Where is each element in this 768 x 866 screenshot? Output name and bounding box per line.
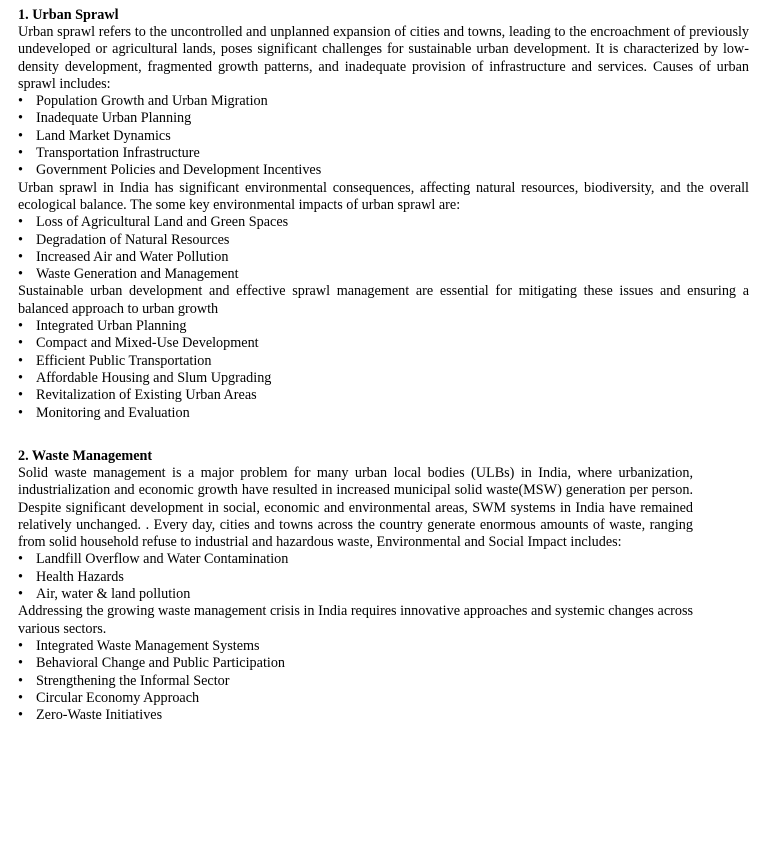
section-waste-management xyxy=(18,447,693,724)
bullet-icon: • xyxy=(18,655,23,672)
bullet-icon: • xyxy=(18,404,23,421)
bullet-icon: • xyxy=(18,93,23,110)
list-item: • Integrated Waste Management Systems xyxy=(18,637,260,654)
bullet-icon: • xyxy=(18,637,23,654)
bullet-icon: • xyxy=(18,231,23,248)
bullet-icon: • xyxy=(18,369,23,386)
bullet-icon: • xyxy=(18,248,23,265)
bullet-icon: • xyxy=(18,214,23,231)
list-item: • Population Growth and Urban Migration xyxy=(18,93,268,110)
list-item: • Behavioral Change and Public Participation xyxy=(18,655,286,672)
section-urban-sprawl xyxy=(18,6,749,422)
bullet-icon: • xyxy=(18,145,23,162)
approaches-list xyxy=(18,638,693,724)
impacts-list xyxy=(18,214,749,283)
bullet-icon: • xyxy=(18,127,23,144)
list-item: • Circular Economy Approach xyxy=(18,689,200,706)
bullet-icon: • xyxy=(18,586,23,603)
bullet-icon: • xyxy=(18,110,23,127)
list-item: • Government Policies and Development Incentives xyxy=(18,162,322,179)
bullet-icon: • xyxy=(18,266,23,283)
section-heading: 1. Urban Sprawl xyxy=(18,7,119,23)
list-item: • Increased Air and Water Pollution xyxy=(18,248,229,265)
list-item: • Revitalization of Existing Urban Areas xyxy=(18,387,257,404)
impacts-list xyxy=(18,551,693,603)
bullet-icon: • xyxy=(18,387,23,404)
list-item: • Integrated Urban Planning xyxy=(18,318,187,335)
bullet-icon: • xyxy=(18,551,23,568)
section-heading: 2. Waste Management xyxy=(18,448,153,464)
bullet-icon: • xyxy=(18,568,23,585)
list-item: • Transportation Infrastructure xyxy=(18,145,200,162)
list-item: • Zero-Waste Initiatives xyxy=(18,707,163,724)
bullet-icon: • xyxy=(18,162,23,179)
bullet-icon: • xyxy=(18,672,23,689)
impacts-intro-paragraph: Urban sprawl in India has significant environmental consequences, affecting natural resources, biodiversity, and the overall ecological balance. The some key environmental impacts of urban sprawl are: xyxy=(18,179,749,213)
list-item: • Health Hazards xyxy=(18,568,124,585)
list-item: • Affordable Housing and Slum Upgrading xyxy=(18,369,272,386)
list-item: • Strengthening the Informal Sector xyxy=(18,672,230,689)
bullet-icon: • xyxy=(18,707,23,724)
bullet-icon: • xyxy=(18,318,23,335)
list-item: • Degradation of Natural Resources xyxy=(18,231,230,248)
bullet-icon: • xyxy=(18,335,23,352)
approach-intro-paragraph: Addressing the growing waste management crisis in India requires innovative approaches and systemic changes across various sectors. xyxy=(18,603,693,637)
list-item: • Land Market Dynamics xyxy=(18,127,171,144)
section-intro-paragraph: Solid waste management is a major problem for many urban local bodies (ULBs) in India, where urbanization, industrialization and economic growth have resulted in increased municipal solid waste(MSW) generation per person. Despite significant development in social, economic and environmental areas, SWM systems in India have remained relatively unchanged. . Every day, cities and towns across the country generate enormous amounts of waste, ranging from solid household refuse to industrial and hazardous waste, Environmental and Social Impact includes: xyxy=(18,465,693,551)
section-intro-paragraph: Urban sprawl refers to the uncontrolled and unplanned expansion of cities and towns, leading to the encroachment of previously undeveloped or agricultural lands, poses significant challenges for sustainable urban development. It is characterized by low-density development, fragmented growth patterns, and inadequate provision of infrastructure and services. Causes of urban sprawl includes: xyxy=(18,24,749,92)
list-item: • Compact and Mixed-Use Development xyxy=(18,335,259,352)
solutions-list xyxy=(18,318,749,422)
bullet-icon: • xyxy=(18,352,23,369)
list-item: • Landfill Overflow and Water Contamination xyxy=(18,551,289,568)
causes-list xyxy=(18,93,749,179)
list-item: • Efficient Public Transportation xyxy=(18,352,212,369)
bullet-icon: • xyxy=(18,689,23,706)
list-item: • Inadequate Urban Planning xyxy=(18,110,192,127)
list-item: • Waste Generation and Management xyxy=(18,266,239,283)
list-item: • Air, water & land pollution xyxy=(18,586,191,603)
solutions-intro-paragraph: Sustainable urban development and effective sprawl management are essential for mitigating these issues and ensuring a balanced approach to urban growth xyxy=(18,283,749,317)
list-item: • Loss of Agricultural Land and Green Spaces xyxy=(18,214,289,231)
list-item: • Monitoring and Evaluation xyxy=(18,404,190,421)
